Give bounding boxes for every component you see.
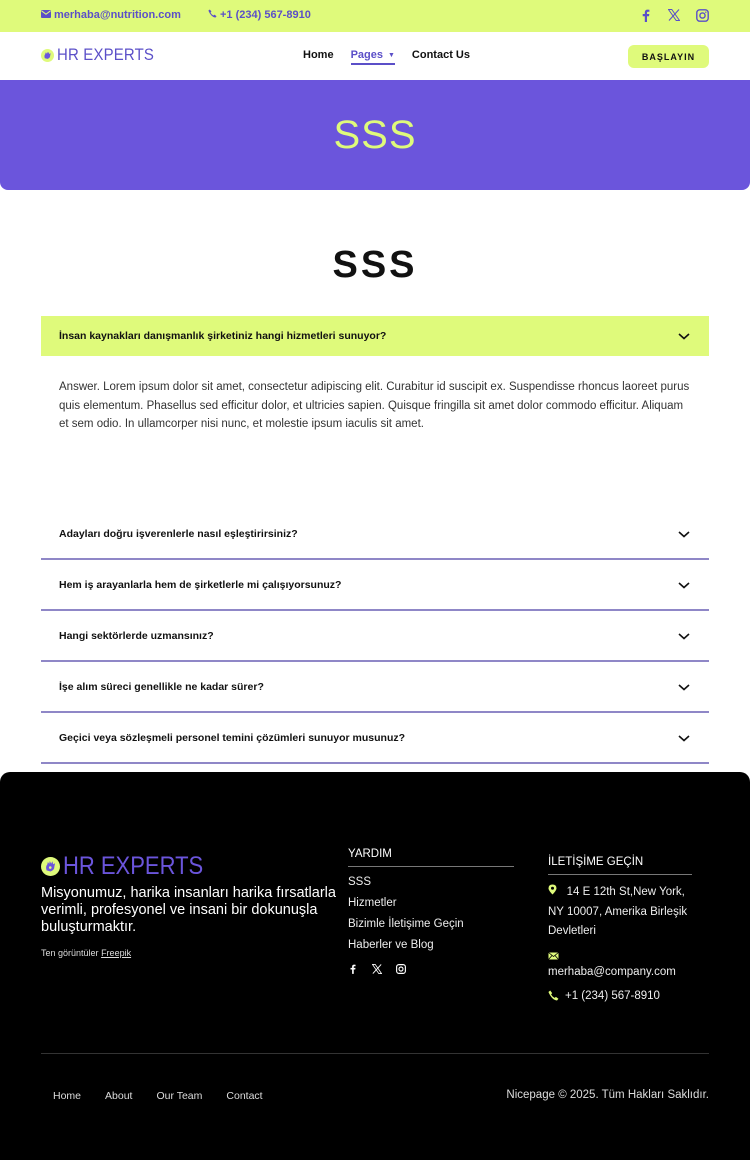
faq-question-4[interactable] xyxy=(41,611,709,662)
main-nav xyxy=(303,49,470,65)
hero-banner xyxy=(0,80,750,190)
contact-address xyxy=(548,883,692,942)
logo[interactable] xyxy=(41,45,167,65)
copyright: Nicepage © 2025. Tüm Hakları Saklıdır. xyxy=(506,1089,709,1101)
footer-social-links xyxy=(348,964,514,974)
logo-text: HR EXPERTS xyxy=(57,45,155,64)
envelope-icon xyxy=(548,952,559,960)
top-bar xyxy=(0,0,750,32)
help-link-contact[interactable]: Bizimle İletişime Geçin xyxy=(348,918,464,930)
contact-email[interactable]: merhaba@company.com xyxy=(548,965,676,978)
faq-question-6[interactable] xyxy=(41,713,709,764)
hand-logo-icon xyxy=(41,857,60,876)
chevron-down-icon xyxy=(677,529,691,539)
envelope-icon xyxy=(41,9,51,21)
faq-question-text: Adayları doğru işverenlerle nasıl eşleştirirsiniz? xyxy=(59,527,298,540)
location-pin-icon xyxy=(548,884,557,895)
help-links xyxy=(348,872,514,956)
hero-title: SSS xyxy=(333,112,417,157)
faq-question-text: Hem iş arayanlarla hem de şirketlerle mi çalışıyorsunuz? xyxy=(59,578,342,591)
chevron-down-icon xyxy=(677,733,691,743)
faq-question-1[interactable] xyxy=(41,316,709,356)
instagram-icon[interactable] xyxy=(695,8,709,22)
topbar-email-text: merhaba@nutrition.com xyxy=(54,9,181,21)
contact-heading: İLETİŞİME GEÇİN xyxy=(548,856,692,875)
faq-answer-1: Answer. Lorem ipsum dolor sit amet, consectetur adipiscing elit. Curabitur id suscipit ex. Suspendisse rhoncus laoreet purus quis elementum. Phasellus sed efficitur dolor, et ultricies sapien. Quisque fringilla sit amet dolor commodo efficitur. Aliquam et sem odio. In ullamcorper nisi nunc, et molestie ipsum iaculis sit amet. xyxy=(59,381,690,430)
chevron-down-icon: ▼ xyxy=(387,51,395,59)
topbar-email-link[interactable] xyxy=(41,9,181,21)
mission-statement: Misyonumuz, harika insanları harika fırsatlarla verimli, profesyonel ve insani bir dokunuşla buluşturmaktır. xyxy=(41,885,336,935)
site-footer xyxy=(0,772,750,1160)
contact-phone[interactable] xyxy=(548,990,692,1002)
freepik-link[interactable]: Freepik xyxy=(101,948,132,958)
footer-link-our-team[interactable]: Our Team xyxy=(156,1090,203,1102)
nav-contact-us[interactable]: Contact Us xyxy=(411,49,470,61)
faq-title: SSS xyxy=(332,244,418,286)
faq-question-5[interactable] xyxy=(41,662,709,713)
facebook-icon[interactable] xyxy=(639,8,653,22)
help-link-faq[interactable]: SSS xyxy=(348,876,372,888)
topbar-phone-link[interactable] xyxy=(208,9,311,21)
chevron-down-icon xyxy=(677,331,691,341)
faq-question-text: İnsan kaynakları danışmanlık şirketiniz hangi hizmetleri sunuyor? xyxy=(59,330,387,342)
footer-link-contact[interactable]: Contact xyxy=(226,1090,263,1102)
address-line-1: 14 E 12th St,New York, xyxy=(566,886,685,898)
chevron-down-icon xyxy=(677,580,691,590)
credit-prefix: Ten görüntüler xyxy=(41,948,99,958)
faq-question-3[interactable] xyxy=(41,560,709,611)
nav-home[interactable]: Home xyxy=(303,49,334,61)
faq-question-2[interactable] xyxy=(41,509,709,560)
help-link-blog[interactable]: Haberler ve Blog xyxy=(348,939,434,951)
faq-question-text: Hangi sektörlerde uzmansınız? xyxy=(59,629,214,642)
get-started-button[interactable]: BAŞLAYIN xyxy=(628,45,709,68)
help-link-services[interactable]: Hizmetler xyxy=(348,897,397,909)
footer-logo-text: HR EXPERTS xyxy=(63,852,204,880)
chevron-down-icon xyxy=(677,631,691,641)
topbar-phone-text: +1 (234) 567-8910 xyxy=(220,9,311,21)
address-line-2: NY 10007, Amerika Birleşik xyxy=(548,905,688,918)
footer-link-home[interactable]: Home xyxy=(53,1090,82,1102)
phone-icon xyxy=(208,9,217,21)
contact-column xyxy=(548,856,692,1002)
help-heading: YARDIM xyxy=(348,848,514,867)
footer-nav xyxy=(53,1090,263,1102)
footer-divider xyxy=(41,1053,709,1054)
facebook-icon[interactable] xyxy=(348,964,358,974)
footer-logo[interactable] xyxy=(41,852,222,881)
contact-phone-text: +1 (234) 567-8910 xyxy=(565,989,660,1002)
phone-icon xyxy=(548,990,559,1001)
faq-question-text: Geçici veya sözleşmeli personel temini çözümleri sunuyor musunuz? xyxy=(59,731,406,744)
footer-link-about[interactable]: About xyxy=(105,1090,133,1102)
hand-logo-icon xyxy=(41,49,54,62)
faq-question-text: İşe alım süreci genellikle ne kadar sürer? xyxy=(59,680,264,693)
nav-pages[interactable] xyxy=(351,49,395,65)
nav-pages-label: Pages xyxy=(350,49,383,61)
address-line-3: Devletleri xyxy=(548,925,596,937)
chevron-down-icon xyxy=(677,682,691,692)
instagram-icon[interactable] xyxy=(396,964,406,974)
site-header xyxy=(0,32,750,80)
help-column xyxy=(348,848,514,974)
topbar-social-links xyxy=(639,8,709,22)
faq-accordion xyxy=(41,316,709,764)
x-icon[interactable] xyxy=(372,964,382,974)
x-icon[interactable] xyxy=(667,8,681,22)
image-credit xyxy=(41,948,131,958)
